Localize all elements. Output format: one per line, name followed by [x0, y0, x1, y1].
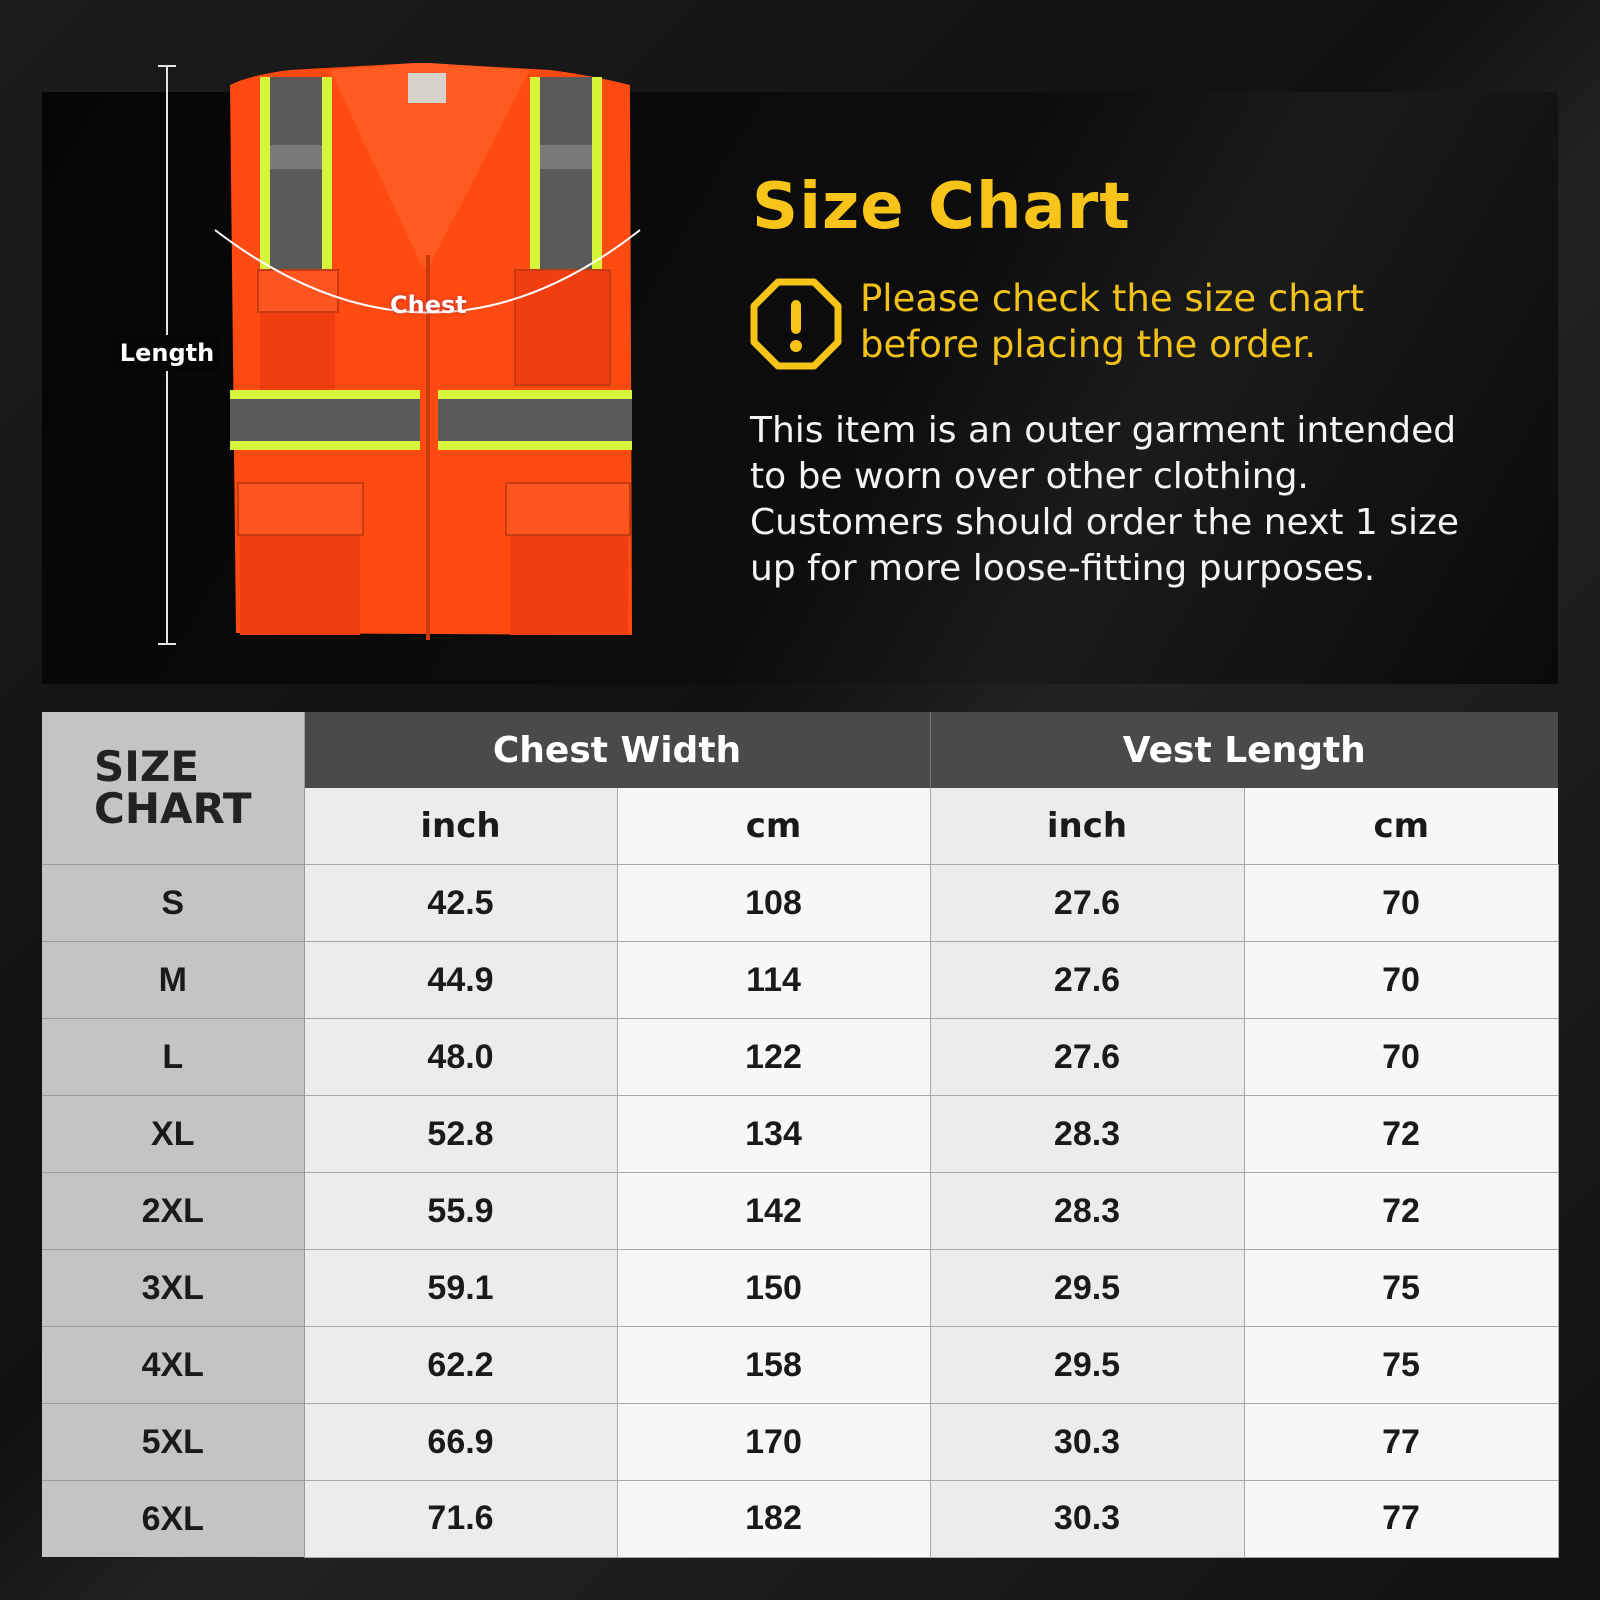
chest-cm-value: 122 [617, 1019, 930, 1096]
vest-illustration [210, 55, 650, 655]
length-dimension-cap-top [158, 65, 176, 67]
table-row [42, 1250, 1558, 1327]
unit-header: cm [617, 788, 930, 865]
warning-line: Please check the size chart [860, 277, 1365, 320]
page-title: Size Chart [752, 170, 1131, 244]
length-cm-value: 77 [1244, 1404, 1558, 1481]
length-cm-value: 70 [1244, 865, 1558, 942]
table-row [42, 865, 1558, 942]
length-dimension-cap-bottom [158, 643, 176, 645]
chest-inch-value: 66.9 [304, 1404, 617, 1481]
chest-cm-value: 134 [617, 1096, 930, 1173]
size-label: XL [42, 1096, 304, 1173]
chest-cm-value: 158 [617, 1327, 930, 1404]
table-row [42, 942, 1558, 1019]
chest-inch-value: 52.8 [304, 1096, 617, 1173]
chest-inch-value: 44.9 [304, 942, 617, 1019]
table-row [42, 1327, 1558, 1404]
chest-label: Chest [390, 291, 467, 319]
length-cm-value: 70 [1244, 942, 1558, 1019]
table-row [42, 1481, 1558, 1558]
size-label: L [42, 1019, 304, 1096]
length-inch-value: 29.5 [930, 1327, 1244, 1404]
table-row [42, 1404, 1558, 1481]
size-label: M [42, 942, 304, 1019]
length-cm-value: 75 [1244, 1327, 1558, 1404]
chest-cm-value: 114 [617, 942, 930, 1019]
chest-cm-value: 108 [617, 865, 930, 942]
table-header-row [42, 712, 1558, 788]
length-cm-value: 77 [1244, 1481, 1558, 1558]
length-cm-value: 75 [1244, 1250, 1558, 1327]
description-line: This item is an outer garment intended [750, 410, 1457, 451]
size-label: 4XL [42, 1327, 304, 1404]
size-chart-corner [42, 712, 304, 865]
garment-description [750, 408, 1550, 592]
length-cm-value: 72 [1244, 1096, 1558, 1173]
corner-line: CHART [94, 784, 252, 833]
chest-cm-value: 150 [617, 1250, 930, 1327]
length-inch-value: 30.3 [930, 1481, 1244, 1558]
column-group-chest-width: Chest Width [304, 712, 930, 788]
chest-inch-value: 62.2 [304, 1327, 617, 1404]
chest-inch-value: 55.9 [304, 1173, 617, 1250]
length-inch-value: 28.3 [930, 1096, 1244, 1173]
chest-cm-value: 142 [617, 1173, 930, 1250]
table-row [42, 1096, 1558, 1173]
corner-line: SIZE [94, 742, 200, 791]
size-label: S [42, 865, 304, 942]
description-line: to be worn over other clothing. [750, 456, 1309, 497]
vest-diagram [100, 55, 660, 655]
size-label: 3XL [42, 1250, 304, 1327]
length-inch-value: 27.6 [930, 1019, 1244, 1096]
column-group-vest-length: Vest Length [930, 712, 1558, 788]
length-inch-value: 28.3 [930, 1173, 1244, 1250]
unit-header: inch [304, 788, 617, 865]
chest-inch-value: 48.0 [304, 1019, 617, 1096]
unit-header: cm [1244, 788, 1558, 865]
warning-message [860, 276, 1500, 368]
size-label: 6XL [42, 1481, 304, 1558]
length-inch-value: 30.3 [930, 1404, 1244, 1481]
length-inch-value: 27.6 [930, 942, 1244, 1019]
description-line: up for more loose-fitting purposes. [750, 548, 1376, 589]
length-inch-value: 27.6 [930, 865, 1244, 942]
warning-icon [750, 278, 842, 370]
chest-cm-value: 182 [617, 1481, 930, 1558]
length-label: Length [114, 335, 220, 371]
length-cm-value: 72 [1244, 1173, 1558, 1250]
length-inch-value: 29.5 [930, 1250, 1244, 1327]
warning-line: before placing the order. [860, 323, 1317, 366]
length-cm-value: 70 [1244, 1019, 1558, 1096]
chest-inch-value: 42.5 [304, 865, 617, 942]
table-row [42, 1173, 1558, 1250]
table-row [42, 1019, 1558, 1096]
size-label: 5XL [42, 1404, 304, 1481]
chest-inch-value: 59.1 [304, 1250, 617, 1327]
chest-cm-value: 170 [617, 1404, 930, 1481]
description-line: Customers should order the next 1 size [750, 502, 1460, 543]
unit-header: inch [930, 788, 1244, 865]
size-chart-table [42, 712, 1559, 1558]
chest-inch-value: 71.6 [304, 1481, 617, 1558]
size-label: 2XL [42, 1173, 304, 1250]
